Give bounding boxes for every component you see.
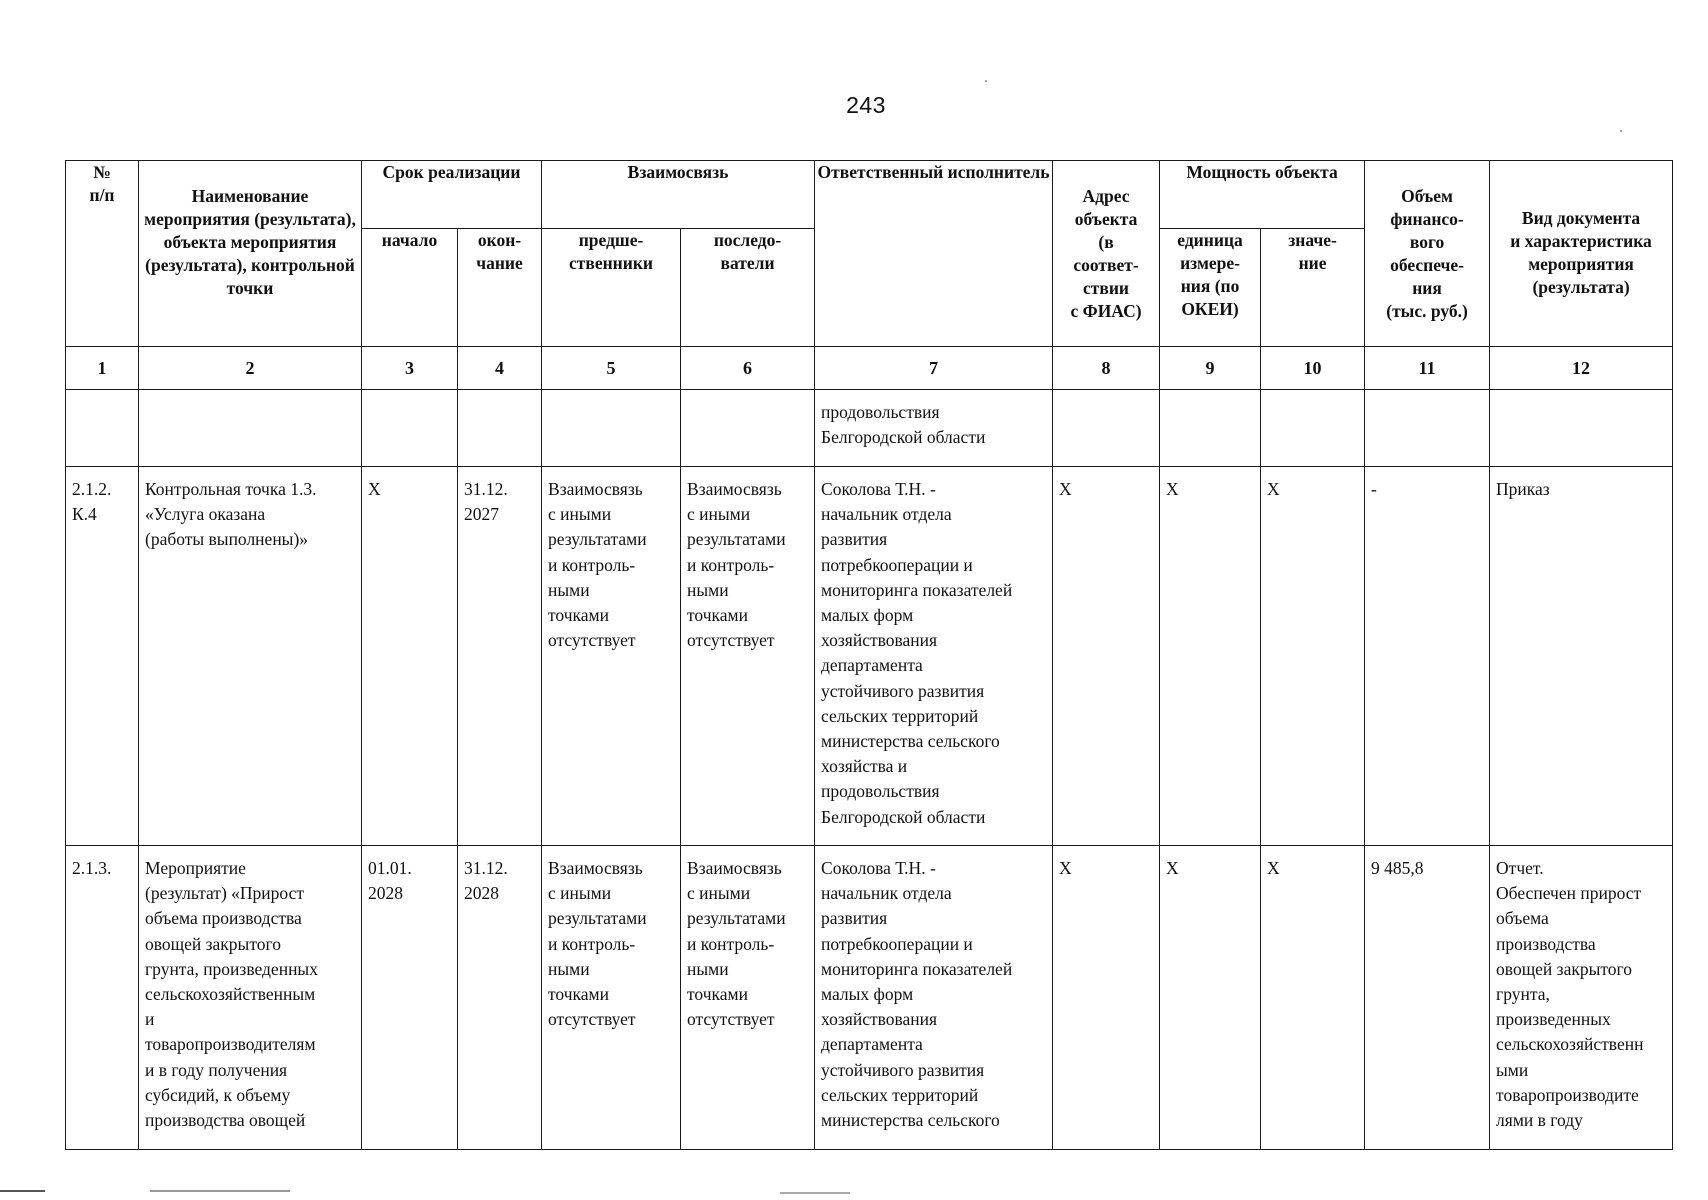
cell-no: 2.1.3. [66, 846, 139, 1150]
cell-pred: Взаимосвязь с иными результатами и контроль- ными точками отсутствует [542, 467, 681, 846]
column-number: 6 [681, 347, 815, 390]
cell-end: 31.12. 2027 [458, 467, 542, 846]
cell-no: 2.1.2. К.4 [66, 467, 139, 846]
cell-pred: Взаимосвязь с иными результатами и контроль- ными точками отсутствует [542, 846, 681, 1150]
cell-start: X [362, 467, 458, 846]
cell-pred [542, 390, 681, 467]
header-name: Наименование мероприятия (результата), объекта мероприятия (результата), контрольной точки [139, 161, 362, 347]
cell-funding: 9 485,8 [1365, 846, 1490, 1150]
scan-artifact [780, 1192, 850, 1194]
cell-unit: X [1160, 467, 1261, 846]
cell-next [681, 390, 815, 467]
header-executor: Ответственный исполнитель [815, 161, 1053, 347]
header-no: № п/п [66, 161, 139, 347]
cell-name [139, 390, 362, 467]
header-link: Взаимосвязь [542, 161, 815, 229]
column-number: 12 [1490, 347, 1673, 390]
column-number: 4 [458, 347, 542, 390]
cell-start: 01.01. 2028 [362, 846, 458, 1150]
cell-value: X [1261, 467, 1365, 846]
cell-unit [1160, 390, 1261, 467]
table-row [66, 390, 1673, 467]
cell-doc: Приказ [1490, 467, 1673, 846]
scan-speck [985, 80, 987, 82]
column-number: 7 [815, 347, 1053, 390]
column-number: 5 [542, 347, 681, 390]
cell-executor: Соколова Т.Н. - начальник отдела развития потребкооперации и мониторинга показателей малых форм хозяйствования департамента устойчивого развития сельских территорий министерства сельского хозяйства и продовольствия Белгородской области [815, 467, 1053, 846]
scan-artifact [150, 1190, 290, 1192]
page-number: 243 [846, 92, 886, 118]
header-capacity-value: значе- ние [1261, 229, 1365, 347]
column-number: 2 [139, 347, 362, 390]
column-number: 1 [66, 347, 139, 390]
cell-executor: Соколова Т.Н. - начальник отдела развития потребкооперации и мониторинга показателей малых форм хозяйствования департамента устойчивого развития сельских территорий министерства сельского [815, 846, 1053, 1150]
cell-next: Взаимосвязь с иными результатами и контроль- ными точками отсутствует [681, 846, 815, 1150]
column-number: 9 [1160, 347, 1261, 390]
column-number: 11 [1365, 347, 1490, 390]
cell-doc: Отчет. Обеспечен прирост объема производства овощей закрытого грунта, произведенных сельскохозяйственн ыми товаропроизводите лями в году [1490, 846, 1673, 1150]
cell-end: 31.12. 2028 [458, 846, 542, 1150]
table-row [66, 467, 1673, 846]
cell-address [1053, 390, 1160, 467]
header-term-start: начало [362, 229, 458, 347]
column-number: 10 [1261, 347, 1365, 390]
cell-unit: X [1160, 846, 1261, 1150]
table-row [66, 846, 1673, 1150]
cell-end [458, 390, 542, 467]
header-capacity: Мощность объекта [1160, 161, 1365, 229]
header-funding: Объем финансо- вого обеспече- ния (тыс. руб.) [1365, 161, 1490, 347]
program-table [65, 160, 1673, 1150]
header-doc-type: Вид документа и характеристика мероприятия (результата) [1490, 161, 1673, 347]
cell-name: Контрольная точка 1.3. «Услуга оказана (работы выполнены)» [139, 467, 362, 846]
header-link-pred: предше- ственники [542, 229, 681, 347]
cell-doc [1490, 390, 1673, 467]
scan-artifact [0, 1190, 45, 1192]
cell-value [1261, 390, 1365, 467]
cell-next: Взаимосвязь с иными результатами и контроль- ными точками отсутствует [681, 467, 815, 846]
cell-funding: - [1365, 467, 1490, 846]
cell-address: X [1053, 467, 1160, 846]
column-number-row [66, 347, 1673, 390]
cell-value: X [1261, 846, 1365, 1150]
cell-name: Мероприятие (результат) «Прирост объема производства овощей закрытого грунта, произведенных сельскохозяйственным и товаропроизводителям и в году получения субсидий, к объему производства овощей [139, 846, 362, 1150]
scan-speck [1620, 130, 1622, 132]
cell-funding [1365, 390, 1490, 467]
header-address: Адрес объекта (в соответ- ствии с ФИАС) [1053, 161, 1160, 347]
header-term-end: окон- чание [458, 229, 542, 347]
cell-executor: продовольствия Белгородской области [815, 390, 1053, 467]
cell-address: X [1053, 846, 1160, 1150]
header-capacity-unit: единица измере- ния (по ОКЕИ) [1160, 229, 1261, 347]
column-number: 3 [362, 347, 458, 390]
header-term: Срок реализации [362, 161, 542, 229]
cell-start [362, 390, 458, 467]
header-link-next: последо- ватели [681, 229, 815, 347]
cell-no [66, 390, 139, 467]
column-number: 8 [1053, 347, 1160, 390]
